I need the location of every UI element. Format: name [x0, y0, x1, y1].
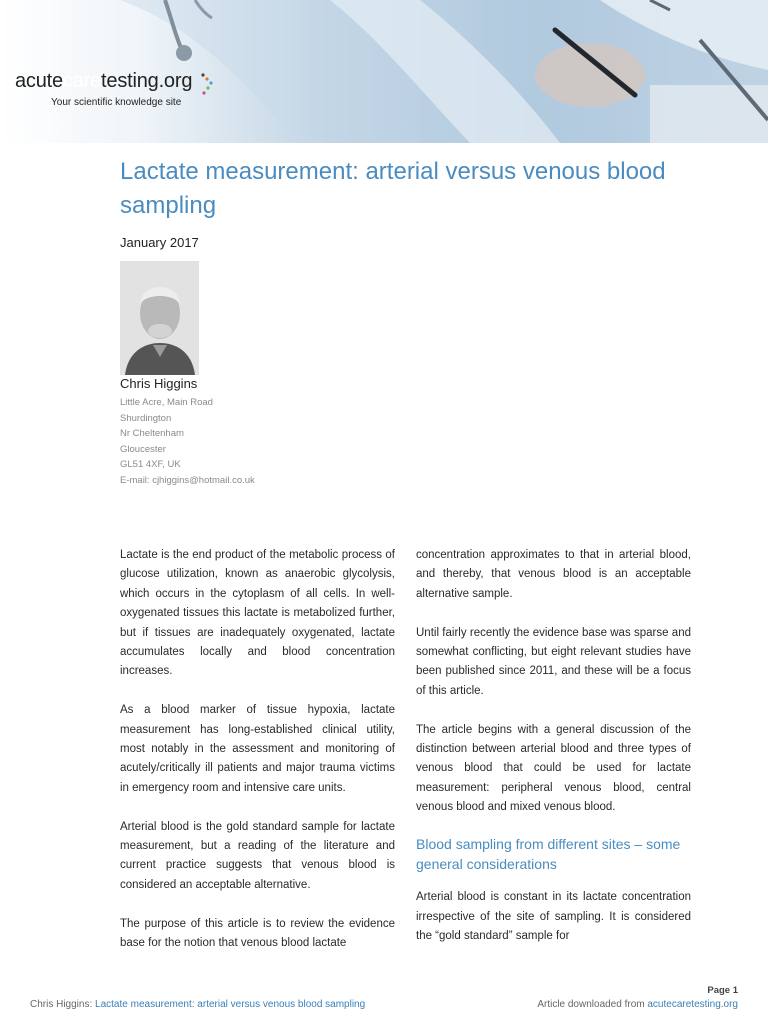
article-date: January 2017: [120, 235, 199, 250]
paragraph: Until fairly recently the evidence base was sparse and somewhat conflicting, but eight relevant studies have been published since 2011, and these will be a focus of this article.: [416, 626, 691, 697]
author-name: Chris Higgins: [120, 376, 198, 391]
header-banner: [0, 0, 768, 143]
author-photo: [120, 261, 199, 375]
address-line: Shurdington: [120, 412, 172, 424]
page-number: Page 1: [707, 985, 738, 996]
address-line: Gloucester: [120, 443, 166, 455]
paragraph: The purpose of this article is to review the evidence base for the notion that venous blood lactate: [120, 917, 395, 950]
paragraph: concentration approximates to that in arterial blood, and thereby, that venous blood is an acceptable alternative sample.: [416, 549, 691, 600]
footer-site-link[interactable]: acutecaretesting.org: [647, 999, 738, 1010]
author-email[interactable]: E-mail: cjhiggins@hotmail.co.uk: [120, 474, 255, 486]
paragraph: Arterial blood is the gold standard sample for lactate measurement, but a reading of the literature and current practice suggests that venous blood is considered an acceptable alternative.: [120, 820, 395, 891]
footer-source: [537, 999, 738, 1010]
site-logo[interactable]: [15, 70, 216, 108]
paragraph: Arterial blood is constant in its lactate concentration irrespective of the site of sampling. It is considered the “gold standard” sample for: [416, 891, 691, 943]
paragraph: As a blood marker of tissue hypoxia, lactate measurement has long-established clinical utility, most notably in the assessment and monitoring of acutely/critically ill patients and major trauma victims in emergency room and intensive care units.: [120, 704, 395, 794]
section-heading: Blood sampling from different sites – some general considerations: [416, 836, 681, 872]
address-line: GL51 4XF, UK: [120, 459, 181, 471]
article-title: Lactate measurement: arterial versus venous blood sampling: [120, 158, 666, 219]
logo-tagline: Your scientific knowledge site: [51, 97, 182, 108]
paragraph: Lactate is the end product of the metabolic process of glucose utilization, known as anaerobic glycolysis, which occurs in the cytoplasm of all cells. In well-oxygenated tissues this lactate is metabolized further, but if tissues are inadequately oxygenated, lactate accumulates locally and blood concentration increases.: [120, 549, 395, 678]
footer-author: Chris Higgins:: [30, 999, 96, 1010]
logo-dots-icon: [200, 71, 216, 97]
paragraph: The article begins with a general discussion of the distinction between arterial blood and three types of venous blood that could be used for lactate measurement: peripheral venous blood, central venous blood and mixed venous blood.: [416, 723, 691, 814]
logo-wordmark: acutecaretesting.org: [15, 70, 216, 97]
address-line: Little Acre, Main Road: [120, 397, 213, 408]
body-column-left: [120, 546, 395, 973]
footer-article-link[interactable]: Lactate measurement: arterial versus venous blood sampling: [95, 999, 366, 1010]
body-column-right: [416, 546, 691, 966]
author-address: [120, 395, 255, 489]
address-line: Nr Cheltenham: [120, 428, 184, 440]
footer-citation: [30, 999, 365, 1010]
footer-download-text: Article downloaded from: [537, 999, 648, 1010]
